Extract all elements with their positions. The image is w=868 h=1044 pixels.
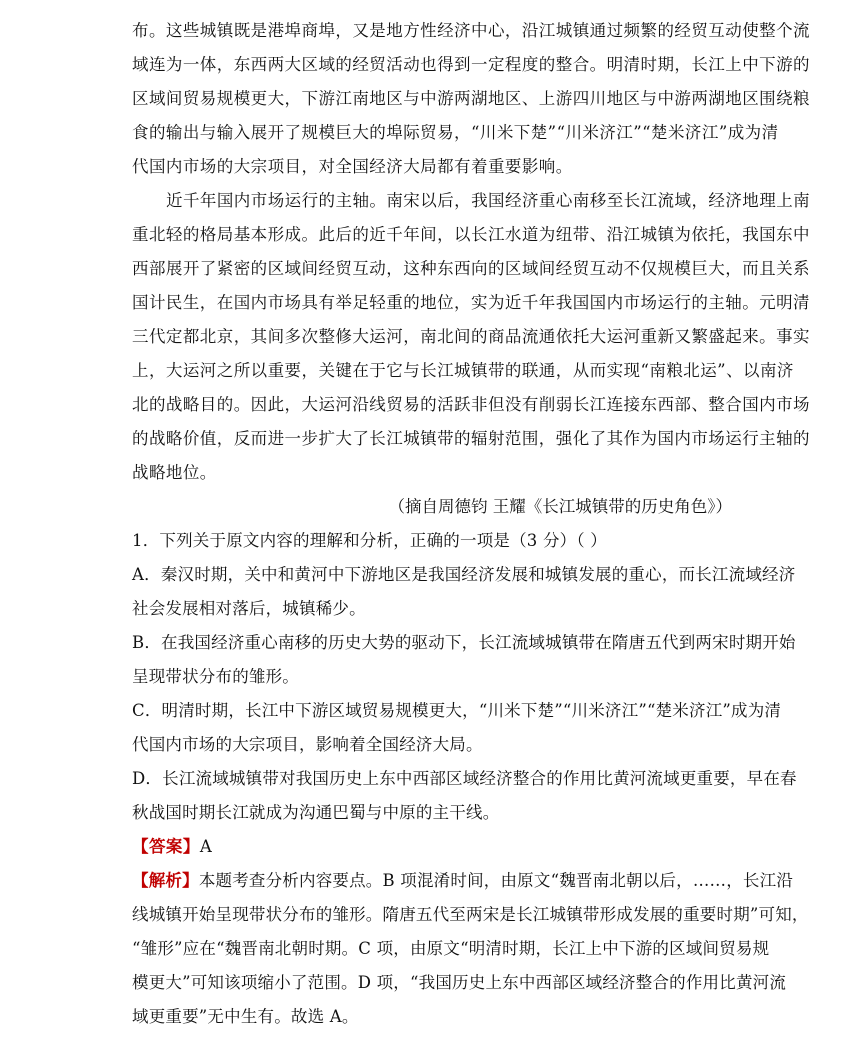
- option-line: A．秦汉时期，关中和黄河中下游地区是我国经济发展和城镇发展的重心，而长江流域经济: [132, 565, 796, 584]
- document-page: [132, 14, 811, 1034]
- analysis-block: [132, 864, 809, 1034]
- text-line: 代国内市场的大宗项目，对全国经济大局都有着重要影响。: [132, 157, 573, 176]
- text-line: 近千年国内市场运行的主轴。南宋以后，我国经济重心南移至长江流域，经济地理上南: [166, 191, 811, 210]
- answer-value: A: [199, 837, 213, 856]
- analysis-line: “雏形”应在“魏晋南北朝时期。C 项，由原文“明清时期，长江上中下游的区域间贸易规: [132, 939, 770, 958]
- text-line: 战略地位。: [132, 463, 217, 482]
- option-line: 呈现带状分布的雏形。: [132, 667, 299, 686]
- text-line: 域连为一体，东西两大区域的经贸活动也得到一定程度的整合。明清时期，长江上中下游的: [132, 55, 810, 74]
- question-stem: 1．下列关于原文内容的理解和分析，正确的一项是（3 分）（ ）: [132, 531, 607, 550]
- analysis-line: [132, 864, 794, 898]
- analysis-tag: 【解析】: [132, 871, 199, 890]
- option-line: 社会发展相对落后，城镇稀少。: [132, 599, 366, 618]
- answer-line: [132, 830, 738, 864]
- text-line: 区域间贸易规模更大，下游江南地区与中游两湖地区、上游四川地区与中游两湖地区围绕粮: [132, 89, 810, 108]
- option-line: 代国内市场的大宗项目，影响着全国经济大局。: [132, 735, 483, 754]
- option-line: 秋战国时期长江就成为沟通巴蜀与中原的主干线。: [132, 803, 500, 822]
- answer-tag: 【答案】: [132, 837, 200, 856]
- text-line: 食的输出与输入展开了规模巨大的埠际贸易，“川米下楚”“川米济江”“楚米济江”成为清: [132, 123, 779, 142]
- option-line: D．长江流域城镇带对我国历史上东中西部区域经济整合的作用比黄河流域更重要，早在春: [132, 769, 797, 788]
- option-d: [132, 762, 797, 830]
- question-block: [132, 524, 797, 830]
- analysis-line: 域更重要”无中生有。故选 A。: [132, 1007, 359, 1026]
- text-line: 重北轻的格局基本形成。此后的近千年间，以长江水道为纽带、沿江城镇为依托，我国东中: [132, 225, 810, 244]
- text-line: 三代定都北京，其间多次整修大运河，南北间的商品流通依托大运河重新又繁盛起来。事实: [132, 327, 810, 346]
- option-line: B．在我国经济重心南移的历史大势的驱动下，长江流域城镇带在隋唐五代到两宋时期开始: [132, 633, 796, 652]
- text-line: 布。这些城镇既是港埠商埠，又是地方性经济中心，沿江城镇通过频繁的经贸互动使整个流: [132, 21, 810, 40]
- analysis-text: 本题考查分析内容要点。B 项混淆时间，由原文“魏晋南北朝以后，……，长江沿: [198, 871, 794, 890]
- text-line: 北的战略目的。因此，大运河沿线贸易的活跃非但没有削弱长江连接东西部、整合国内市场: [132, 395, 810, 414]
- text-line: 的战略价值，反而进一步扩大了长江城镇带的辐射范围，强化了其作为国内市场运行主轴的: [132, 429, 810, 448]
- text-line: 国计民生，在国内市场具有举足轻重的地位，实为近千年我国国内市场运行的主轴。元明清: [132, 293, 810, 312]
- passage-source: （摘自周德钧 王耀《长江城镇带的历史角色》）: [388, 497, 732, 516]
- option-c: [132, 694, 782, 762]
- text-line: 西部展开了紧密的区域间经贸互动，这种东西向的区域间经贸互动不仅规模巨大，而且关系: [132, 259, 810, 278]
- analysis-line: 线城镇开始呈现带状分布的雏形。隋唐五代至两宋是长江城镇带形成发展的重要时期”可知，: [132, 905, 809, 924]
- option-line: C．明清时期，长江中下游区域贸易规模更大，“川米下楚”“川米济江”“楚米济江”成为清: [132, 701, 782, 720]
- text-line: 上，大运河之所以重要，关键在于它与长江城镇带的联通，从而实现“南粮北运”、以南济: [132, 361, 794, 380]
- passage-paragraph-2: [132, 184, 811, 490]
- passage-paragraph-1: [132, 14, 810, 184]
- option-b: [132, 626, 796, 694]
- analysis-line: 模更大”可知该项缩小了范围。D 项，“我国历史上东中西部区域经济整合的作用比黄河流: [132, 973, 787, 992]
- option-a: [132, 558, 796, 626]
